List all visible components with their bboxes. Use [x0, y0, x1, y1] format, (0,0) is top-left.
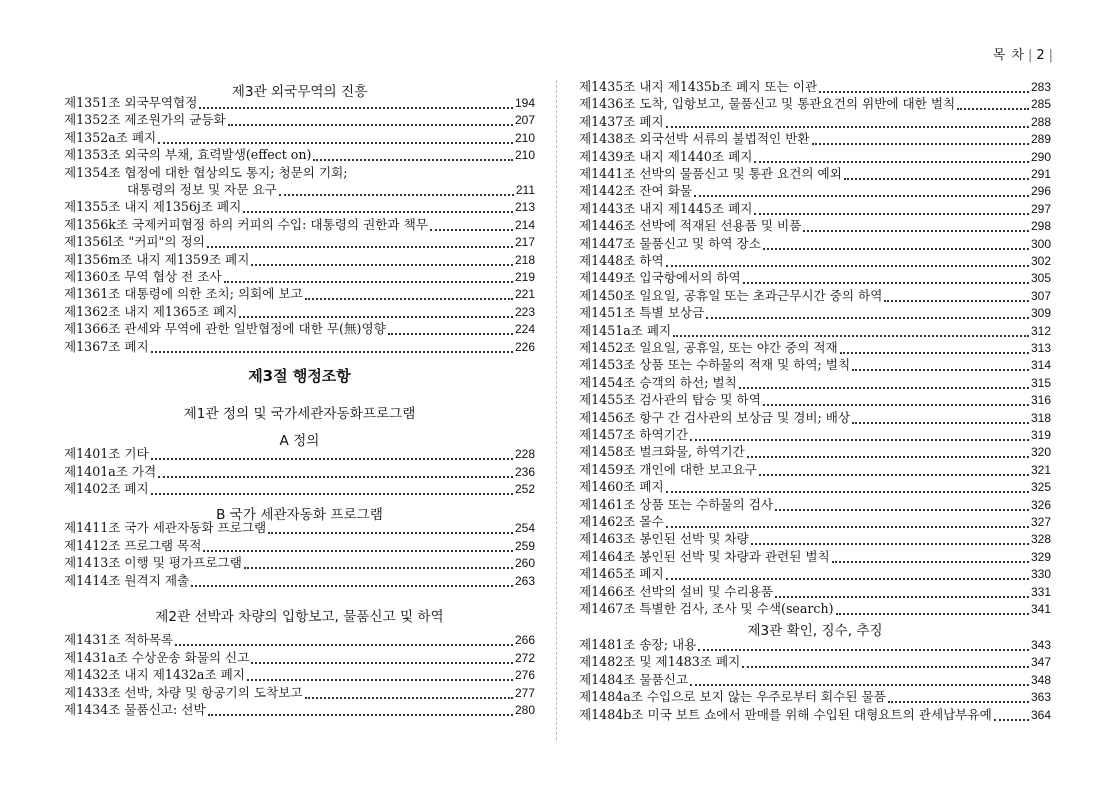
- dot-leader: [754, 201, 1029, 215]
- page-header: 목 차 | 2 |: [992, 48, 1054, 63]
- dot-leader: [175, 632, 513, 646]
- page-ref: 319: [1030, 428, 1051, 442]
- toc-entry: [64, 268, 535, 286]
- toc-entry: [579, 653, 1051, 671]
- entry-title: 제1439조 내지 제1440조 폐지: [579, 148, 753, 164]
- page-ref: 263: [514, 573, 535, 588]
- entry-title: 제1434조 물품신고: 선박: [64, 702, 206, 717]
- toc-entry: [579, 671, 1051, 689]
- dot-leader: [158, 130, 513, 144]
- page-ref: 298: [1030, 219, 1051, 234]
- page-ref: 194: [514, 96, 535, 110]
- page-ref: 223: [514, 304, 535, 319]
- toc-entry: [64, 572, 535, 590]
- entry-title: 제1411조 국가 세관자동화 프로그램: [64, 520, 267, 535]
- dot-leader: [832, 549, 1029, 563]
- header-title: 목 차: [992, 48, 1025, 63]
- entry-title: 제1401조 기타: [64, 446, 149, 461]
- page-ref: 288: [1030, 114, 1051, 129]
- toc-entry: [579, 200, 1051, 218]
- page-ref: 214: [514, 217, 535, 232]
- page-ref: 217: [514, 235, 535, 250]
- entry-title: 제1435조 내지 제1435b조 폐지 또는 이관: [579, 79, 818, 94]
- page-ref: 331: [1030, 584, 1051, 599]
- toc-entry: [579, 409, 1051, 427]
- toc-entry: [64, 146, 535, 164]
- subsection-heading: A 정의: [279, 433, 320, 449]
- dot-leader: [994, 707, 1029, 721]
- page-ref: 219: [514, 270, 535, 284]
- page-ref: 277: [514, 685, 535, 700]
- toc-entry: [579, 113, 1051, 131]
- page-ref: 252: [514, 482, 535, 496]
- section-heading: 제2관 선박과 차량의 입항보고, 물품신고 및 하역: [155, 609, 444, 625]
- entry-title: 제1414조 원격지 제출: [64, 572, 190, 588]
- toc-entry: [579, 95, 1051, 113]
- entry-title: 제1466조 선박의 설비 및 수리용품: [579, 583, 774, 599]
- dot-leader: [759, 462, 1029, 476]
- dot-leader: [279, 182, 514, 196]
- page-ref: 291: [1030, 167, 1051, 181]
- toc-entry: [579, 496, 1051, 514]
- toc-entry: [579, 374, 1051, 392]
- dot-leader: [228, 112, 513, 126]
- toc-entry: [64, 181, 535, 199]
- toc-entry: [64, 303, 535, 321]
- page-ref: 221: [514, 287, 535, 302]
- page-ref: 325: [1030, 480, 1051, 495]
- toc-entry: [579, 235, 1051, 253]
- entry-title: 제1451a조 폐지: [579, 322, 672, 338]
- page-ref: 341: [1030, 602, 1051, 616]
- dot-leader: [763, 392, 1029, 406]
- toc-entry: [579, 217, 1051, 235]
- dot-leader: [852, 357, 1029, 371]
- dot-leader: [742, 654, 1029, 668]
- entry-title: 제1461조 상품 또는 수하물의 검사: [579, 496, 774, 512]
- dot-leader: [706, 305, 1029, 319]
- entry-title: 제1366조 관세와 무역에 관한 일반협정에 대한 무(無)영향: [64, 321, 386, 337]
- page-ref: 213: [514, 200, 535, 215]
- entry-title: 제1355조 내지 제1356j조 폐지: [64, 199, 242, 215]
- page-ref: 289: [1030, 132, 1051, 147]
- entry-title: 제1482조 및 제1483조 폐지: [579, 654, 741, 670]
- page-ref: 347: [1030, 655, 1051, 670]
- page-ref: 226: [514, 339, 535, 354]
- toc-entry: [579, 636, 1051, 654]
- dot-leader: [673, 323, 1029, 337]
- page-ref: 228: [514, 447, 535, 461]
- entry-title: 제1465조 폐지: [579, 566, 664, 582]
- dot-leader: [698, 637, 1029, 651]
- toc-entry: [579, 426, 1051, 444]
- page-ref: 210: [514, 148, 535, 163]
- dot-leader: [957, 96, 1029, 110]
- dot-leader: [666, 253, 1029, 267]
- page-ref: 296: [1030, 184, 1051, 199]
- page-ref: 328: [1030, 532, 1051, 547]
- page-ref: 327: [1030, 515, 1051, 529]
- toc-entry: [64, 338, 535, 356]
- dot-leader: [151, 446, 513, 460]
- toc-entry: [579, 252, 1051, 270]
- dot-leader: [775, 497, 1029, 511]
- toc-entry: [579, 269, 1051, 287]
- entry-title: 제1443조 내지 제1445조 폐지: [579, 200, 753, 216]
- toc-entry: [579, 706, 1051, 724]
- dot-leader: [151, 339, 513, 353]
- dot-leader: [739, 375, 1029, 389]
- page-ref: 330: [1030, 567, 1051, 582]
- dot-leader: [690, 672, 1029, 686]
- page-ref: 211: [515, 183, 535, 197]
- entry-title: 제1351조 외국무역협정: [64, 95, 198, 110]
- entry-title: 제1442조 잔여 화물: [579, 183, 693, 199]
- toc-entry: [64, 666, 535, 684]
- page-ref: 348: [1030, 672, 1051, 687]
- page-ref: 320: [1030, 445, 1051, 460]
- dot-leader: [191, 573, 513, 587]
- page-ref: 259: [514, 538, 535, 553]
- toc-entry: [579, 600, 1051, 618]
- dot-leader: [754, 149, 1029, 163]
- dot-leader: [840, 340, 1029, 354]
- dot-leader: [836, 601, 1029, 615]
- dot-leader: [763, 236, 1029, 250]
- subsection-heading: B 국가 세관자동화 프로그램: [216, 507, 383, 523]
- page-ref: 236: [514, 464, 535, 479]
- entry-title: 제1462조 몰수: [579, 514, 664, 529]
- dot-leader: [251, 650, 513, 664]
- dot-leader: [251, 252, 513, 266]
- entry-title: 제1401a조 가격: [64, 463, 157, 479]
- dot-leader: [207, 234, 513, 248]
- dot-leader: [305, 685, 513, 699]
- toc-entry: [64, 164, 535, 182]
- dot-leader: [888, 689, 1029, 703]
- dot-leader: [694, 183, 1029, 197]
- page-ref: 224: [514, 322, 535, 337]
- toc-entry: [579, 322, 1051, 340]
- entry-title: 제1402조 폐지: [64, 481, 149, 496]
- page-ref: 326: [1030, 497, 1051, 512]
- toc-entry: [64, 251, 535, 269]
- column-divider: [556, 80, 557, 740]
- toc-entry: [64, 554, 535, 572]
- entry-title: 제1431조 적하목록: [64, 632, 174, 647]
- dot-leader: [775, 584, 1029, 598]
- dot-leader: [239, 304, 513, 318]
- page-ref: 285: [1030, 97, 1051, 112]
- dot-leader: [751, 531, 1029, 545]
- toc-entry: [64, 445, 535, 463]
- toc-entry: [579, 287, 1051, 305]
- page-ref: 297: [1030, 201, 1051, 216]
- section-heading: 제3관 외국무역의 진흥: [231, 84, 368, 100]
- entry-title: 제1433조 선박, 차량 및 항공기의 도착보고: [64, 684, 303, 700]
- entry-title: 제1441조 선박의 물품신고 및 통관 요건의 예외: [579, 166, 842, 181]
- toc-entry: [64, 233, 535, 251]
- toc-entry: [64, 701, 535, 719]
- toc-entry: [579, 165, 1051, 183]
- page-ref: 272: [514, 650, 535, 665]
- entry-title: 제1412조 프로그램 목적: [64, 537, 202, 553]
- dot-leader: [244, 555, 513, 569]
- toc-entry: [64, 285, 535, 303]
- dot-leader: [666, 514, 1029, 528]
- dot-leader: [313, 147, 513, 161]
- part-heading: 제3절 행정조항: [248, 367, 351, 385]
- dot-leader: [388, 321, 513, 335]
- dot-leader: [812, 131, 1029, 145]
- page-number: 2: [1036, 48, 1046, 63]
- toc-entry: [64, 480, 535, 498]
- page-ref: 316: [1030, 393, 1051, 408]
- entry-title: 제1361조 대통령에 의한 조치; 의회에 보고: [64, 286, 303, 302]
- dot-leader: [203, 538, 513, 552]
- dot-leader: [747, 444, 1029, 458]
- page-ref: 321: [1030, 462, 1051, 477]
- dot-leader: [884, 288, 1029, 302]
- entry-title: 제1353조 외국의 부채, 효력발생(effect on): [64, 147, 312, 163]
- dot-leader: [268, 520, 513, 534]
- entry-title: 제1352a조 폐지: [64, 129, 157, 145]
- entry-title: 제1467조 특별한 검사, 조사 및 수색(search): [579, 601, 834, 616]
- entry-title: 제1454조 승객의 하선; 벌칙: [579, 374, 737, 390]
- dot-leader: [151, 481, 513, 495]
- dot-leader: [666, 479, 1029, 493]
- dot-leader: [844, 166, 1029, 180]
- page-ref: 254: [514, 521, 535, 535]
- toc-entry: [64, 216, 535, 234]
- toc-entry: [579, 443, 1051, 461]
- entry-title: 제1362조 내지 제1365조 폐지: [64, 303, 238, 319]
- page-ref: 364: [1030, 707, 1051, 722]
- entry-title: 제1453조 상품 또는 수하물의 적재 및 하역; 벌칙: [579, 357, 851, 373]
- toc-entry: [579, 530, 1051, 548]
- page-ref: 313: [1030, 341, 1051, 355]
- page-ref: 207: [514, 113, 535, 128]
- toc-entry: [579, 339, 1051, 357]
- entry-title: 제1458조 벌크화물, 하역기간: [579, 444, 745, 460]
- entry-title: 제1437조 폐지: [579, 113, 664, 129]
- entry-title: 제1360조 무역 협상 전 조사: [64, 269, 222, 284]
- toc-entry: [64, 519, 535, 537]
- toc-entry: [579, 130, 1051, 148]
- page-ref: 302: [1030, 254, 1051, 268]
- dot-leader: [690, 427, 1029, 441]
- entry-title: 제1431a조 수상운송 화물의 신고: [64, 649, 250, 665]
- toc-entry: [64, 649, 535, 667]
- entry-title: 제1354조 협정에 대한 협상의도 통지; 청문의 기회;: [64, 164, 348, 180]
- page-ref: 307: [1030, 288, 1051, 303]
- page-ref: 283: [1030, 80, 1051, 94]
- entry-title: 제1432조 내지 제1432a조 폐지: [64, 667, 245, 682]
- toc-entry: [579, 391, 1051, 409]
- toc-entry: [579, 513, 1051, 531]
- entry-title: 제1367조 폐지: [64, 338, 149, 354]
- toc-entry: [579, 583, 1051, 601]
- dot-leader: [224, 269, 513, 283]
- toc-entry: [579, 78, 1051, 96]
- toc-entry: [579, 548, 1051, 566]
- page-ref: 314: [1030, 358, 1051, 373]
- entry-title: 제1484a조 수입으로 보지 않는 우주로부터 회수된 물품: [579, 689, 886, 705]
- entry-title: 제1356m조 내지 제1359조 폐지: [64, 251, 250, 267]
- page-ref: 260: [514, 556, 535, 570]
- page-ref: 312: [1030, 323, 1051, 338]
- dot-leader: [803, 218, 1029, 232]
- dot-leader: [247, 667, 513, 681]
- page-ref: 290: [1030, 149, 1051, 164]
- dot-leader: [743, 270, 1029, 284]
- entry-title: 제1484조 물품신고: [579, 671, 689, 687]
- dot-leader: [852, 410, 1029, 424]
- toc-entry: [64, 129, 535, 147]
- entry-title: 제1436조 도착, 입항보고, 물품신고 및 통관요건의 위반에 대한 벌칙: [579, 96, 956, 112]
- toc-entry: [579, 565, 1051, 583]
- page-ref: 305: [1030, 271, 1051, 286]
- toc-entry: [579, 304, 1051, 322]
- toc-entry: [64, 463, 535, 481]
- dot-leader: [305, 286, 513, 300]
- page-ref: 315: [1030, 375, 1051, 390]
- entry-title: 제1452조 일요일, 공휴일, 또는 야간 중의 적재: [579, 340, 838, 355]
- entry-title: 제1456조 항구 간 검사관의 보상금 및 경비; 배상: [579, 409, 851, 425]
- page-ref: 343: [1030, 638, 1051, 652]
- entry-title: 제1460조 폐지: [579, 479, 664, 495]
- toc-entry: [579, 356, 1051, 374]
- toc-entry: [579, 688, 1051, 706]
- toc-entry: [64, 111, 535, 129]
- page-ref: 363: [1030, 690, 1051, 705]
- section-heading: 제1관 정의 및 국가세관자동화프로그램: [183, 406, 416, 422]
- toc-entry: [64, 537, 535, 555]
- page-ref: 280: [514, 703, 535, 717]
- dot-leader: [819, 79, 1029, 93]
- toc-entry: [579, 478, 1051, 496]
- dot-leader: [243, 199, 513, 213]
- entry-title: 제1413조 이행 및 평가프로그램: [64, 555, 242, 570]
- entry-title: 제1463조 봉인된 선박 및 차량: [579, 531, 749, 547]
- entry-title: 제1484b조 미국 보트 쇼에서 판매를 위해 수입된 대형요트의 관세납부유예: [579, 706, 992, 722]
- entry-title: 제1448조 하역: [579, 253, 664, 268]
- page-ref: 276: [514, 668, 535, 682]
- entry-title: 제1356l조 "커피"의 정의: [64, 234, 205, 250]
- dot-leader: [430, 217, 513, 231]
- page-ref: 318: [1030, 410, 1051, 425]
- toc-entry: [64, 631, 535, 649]
- toc-entry: [64, 198, 535, 216]
- dot-leader: [666, 114, 1029, 128]
- entry-title: 제1352조 제조원가의 균등화: [64, 112, 226, 128]
- entry-title: 제1356k조 국제커피협정 하의 커피의 수입: 대통령의 권한과 책무: [64, 216, 428, 232]
- section-heading: 제3관 확인, 징수, 추징: [747, 623, 883, 639]
- dot-leader: [208, 702, 513, 716]
- toc-entry: [64, 94, 535, 112]
- dot-leader: [158, 464, 513, 478]
- entry-title: 제1449조 입국항에서의 하역: [579, 270, 741, 286]
- entry-title: 제1455조 검사관의 탑승 및 하역: [579, 392, 761, 408]
- entry-title: 제1451조 특별 보상금: [579, 305, 705, 321]
- toc-entry: [579, 182, 1051, 200]
- page-ref: 266: [514, 633, 535, 647]
- entry-title: 제1450조 일요일, 공휴일 또는 초과근무시간 중의 하역: [579, 287, 883, 303]
- entry-title: 제1464조 봉인된 선박 및 차량과 관련된 벌칙: [579, 548, 830, 564]
- entry-title: 제1438조 외국선박 서류의 불법적인 반환: [579, 131, 810, 147]
- page-ref: 218: [514, 252, 535, 267]
- toc-entry: [64, 684, 535, 702]
- toc-entry: [579, 148, 1051, 166]
- dot-leader: [666, 566, 1029, 580]
- page-ref: 329: [1030, 549, 1051, 564]
- entry-title: 제1459조 개인에 대한 보고요구: [579, 461, 757, 477]
- page-ref: 300: [1030, 236, 1051, 251]
- entry-title: 대통령의 정보 및 자문 요구: [127, 182, 277, 197]
- toc-entry: [64, 320, 535, 338]
- page-ref: 210: [514, 130, 535, 145]
- entry-title: 제1447조 물품신고 및 하역 장소: [579, 235, 761, 251]
- entry-title: 제1481조 송장; 내용: [579, 637, 697, 652]
- toc-entry: [579, 461, 1051, 479]
- page-ref: 309: [1030, 306, 1051, 321]
- entry-title: 제1457조 하역기간: [579, 427, 689, 442]
- dot-leader: [199, 95, 513, 109]
- entry-title: 제1446조 선박에 적재된 선용품 및 비품: [579, 218, 802, 234]
